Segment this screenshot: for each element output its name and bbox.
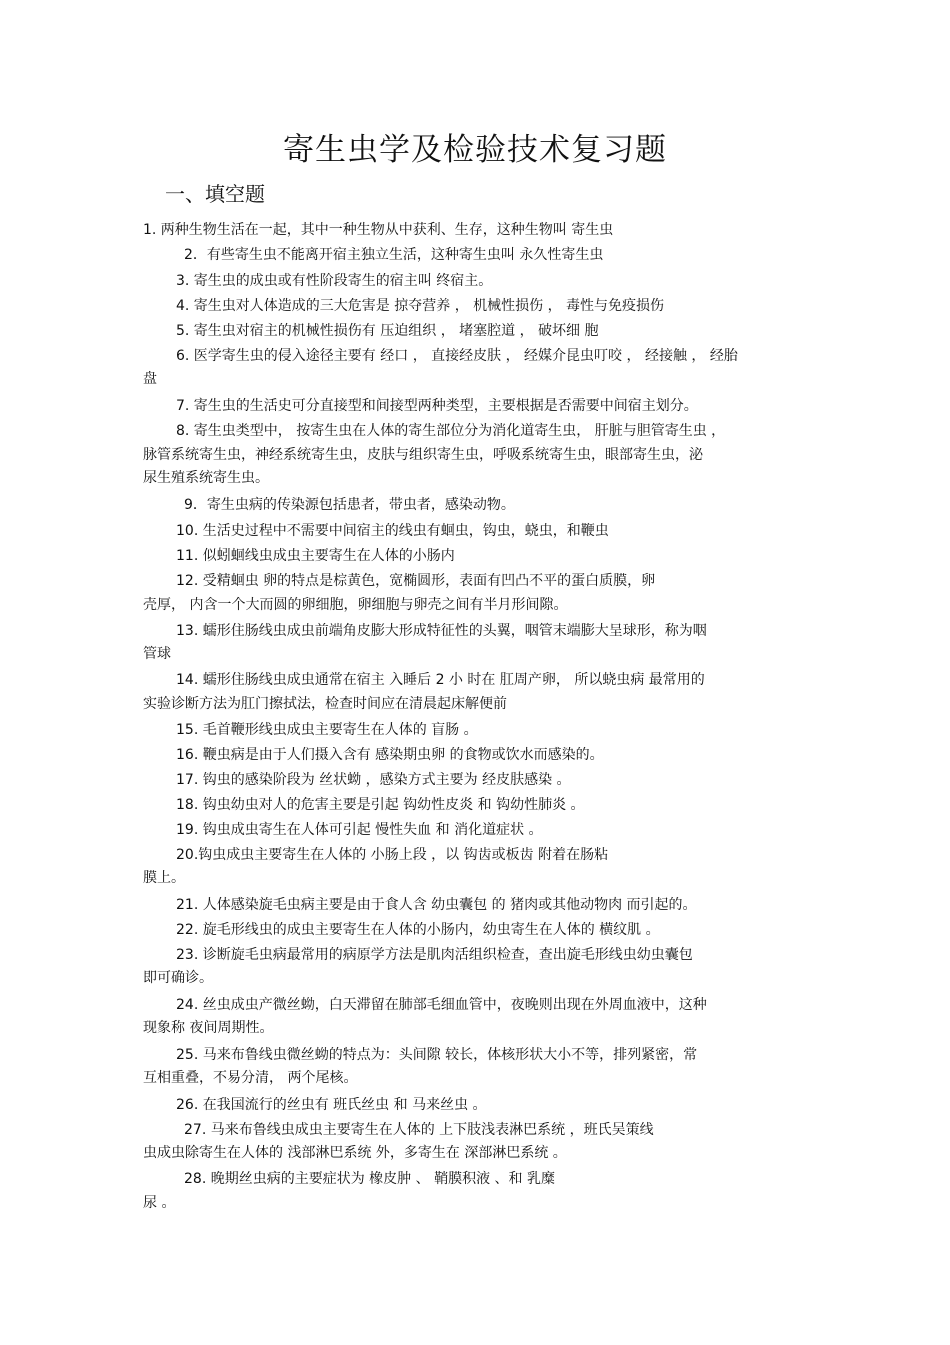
page-title: 寄生虫学及检验技术复习题 xyxy=(283,132,667,168)
text-line: 13. 蠕形住肠线虫成虫前端角皮膨大形成特征性的头翼，咽管末端膨大呈球形，称为咽 xyxy=(176,623,707,639)
text-line: 壳厚， 内含一个大而圆的卵细胞，卵细胞与卵壳之间有半月形间隙。 xyxy=(143,597,568,613)
text-line: 虫成虫除寄生在人体的 浅部淋巴系统 外，多寄生在 深部淋巴系统 。 xyxy=(143,1145,567,1161)
text-line: 22. 旋毛形线虫的成虫主要寄生在人体的小肠内，幼虫寄生在人体的 横纹肌 。 xyxy=(176,922,660,938)
section-heading: 一、填空题 xyxy=(165,182,265,206)
text-line: 27. 马来布鲁线虫成虫主要寄生在人体的 上下肢浅表淋巴系统 ，班氏吴策线 xyxy=(184,1122,654,1138)
text-line: 6. 医学寄生虫的侵入途径主要有 经口 ， 直接经皮肤 ， 经媒介昆虫叮咬 ， 经接触 ， 经胎 xyxy=(176,348,738,364)
text-line: 16. 鞭虫病是由于人们摄入含有 感染期虫卵 的食物或饮水而感染的。 xyxy=(176,747,604,763)
text-line: 14. 蠕形住肠线虫成虫通常在宿主 入睡后 2 小 时在 肛周产卵， 所以蛲虫病 最常用的 xyxy=(176,672,705,688)
text-line: 5. 寄生虫对宿主的机械性损伤有 压迫组织 ， 堵塞腔道 ， 破坏细 胞 xyxy=(176,323,599,339)
text-line: 10. 生活史过程中不需要中间宿主的线虫有蛔虫，钩虫，蛲虫，和鞭虫 xyxy=(176,523,609,539)
text-line: 12. 受精蛔虫 卵的特点是棕黄色，宽椭圆形，表面有凹凸不平的蛋白质膜，卵 xyxy=(176,573,656,589)
text-line: 尿生殖系统寄生虫。 xyxy=(143,470,269,486)
text-line: 15. 毛首鞭形线虫成虫主要寄生在人体的 盲肠 。 xyxy=(176,722,478,738)
text-line: 28. 晚期丝虫病的主要症状为 橡皮肿 、 鞘膜积液 、和 乳糜 xyxy=(184,1171,555,1187)
text-line: 11. 似蚓蛔线虫成虫主要寄生在人体的小肠内 xyxy=(176,548,455,564)
text-line: 尿 。 xyxy=(143,1195,176,1211)
text-line: 2．有些寄生虫不能离开宿主独立生活，这种寄生虫叫 永久性寄生虫 xyxy=(184,247,604,263)
text-line: 21. 人体感染旋毛虫病主要是由于食人含 幼虫囊包 的 猪肉或其他动物肉 而引起的。 xyxy=(176,897,697,913)
text-line: 7. 寄生虫的生活史可分直接型和间接型两种类型，主要根据是否需要中间宿主划分。 xyxy=(176,398,698,414)
text-line: 18. 钩虫幼虫对人的危害主要是引起 钩幼性皮炎 和 钩幼性肺炎 。 xyxy=(176,797,585,813)
text-line: 现象称 夜间周期性。 xyxy=(143,1020,274,1036)
text-line: 脉管系统寄生虫，神经系统寄生虫，皮肤与组织寄生虫，呼吸系统寄生虫，眼部寄生虫，泌 xyxy=(143,447,703,463)
text-line: 26. 在我国流行的丝虫有 班氏丝虫 和 马来丝虫 。 xyxy=(176,1097,487,1113)
text-line: 盘 xyxy=(143,371,157,387)
text-line: 8. 寄生虫类型中， 按寄生虫在人体的寄生部位分为消化道寄生虫， 肝脏与胆管寄生虫 ， xyxy=(176,423,726,439)
text-line: 19. 钩虫成虫寄生在人体可引起 慢性失血 和 消化道症状 。 xyxy=(176,822,543,838)
text-line: 即可确诊。 xyxy=(143,970,213,986)
text-line: 23. 诊断旋毛虫病最常用的病原学方法是肌肉活组织检查，查出旋毛形线虫幼虫囊包 xyxy=(176,947,693,963)
text-line: 互相重叠，不易分清， 两个尾核。 xyxy=(143,1070,358,1086)
text-line: 膜上。 xyxy=(143,870,185,886)
text-line: 1. 两种生物生活在一起，其中一种生物从中获利、生存，这种生物叫 寄生虫 xyxy=(143,222,614,238)
text-line: 3. 寄生虫的成虫或有性阶段寄生的宿主叫 终宿主。 xyxy=(176,273,493,289)
text-line: 24. 丝虫成虫产微丝蚴，白天滞留在肺部毛细血管中，夜晚则出现在外周血液中，这种 xyxy=(176,997,707,1013)
text-line: 实验诊断方法为肛门擦拭法，检查时间应在清晨起床解便前 xyxy=(143,696,507,712)
text-line: 25. 马来布鲁线虫微丝蚴的特点为：头间隙 较长，体核形状大小不等，排列紧密，常 xyxy=(176,1047,698,1063)
text-line: 管球 xyxy=(143,646,171,662)
text-line: 4. 寄生虫对人体造成的三大危害是 掠夺营养 ， 机械性损伤 ， 毒性与免疫损伤 xyxy=(176,298,665,314)
text-line: 17. 钩虫的感染阶段为 丝状蚴 ，感染方式主要为 经皮肤感染 。 xyxy=(176,772,571,788)
text-line: 20.钩虫成虫主要寄生在人体的 小肠上段 ，以 钩齿或板齿 附着在肠粘 xyxy=(176,847,609,863)
text-line: 9．寄生虫病的传染源包括患者，带虫者，感染动物。 xyxy=(184,497,515,513)
